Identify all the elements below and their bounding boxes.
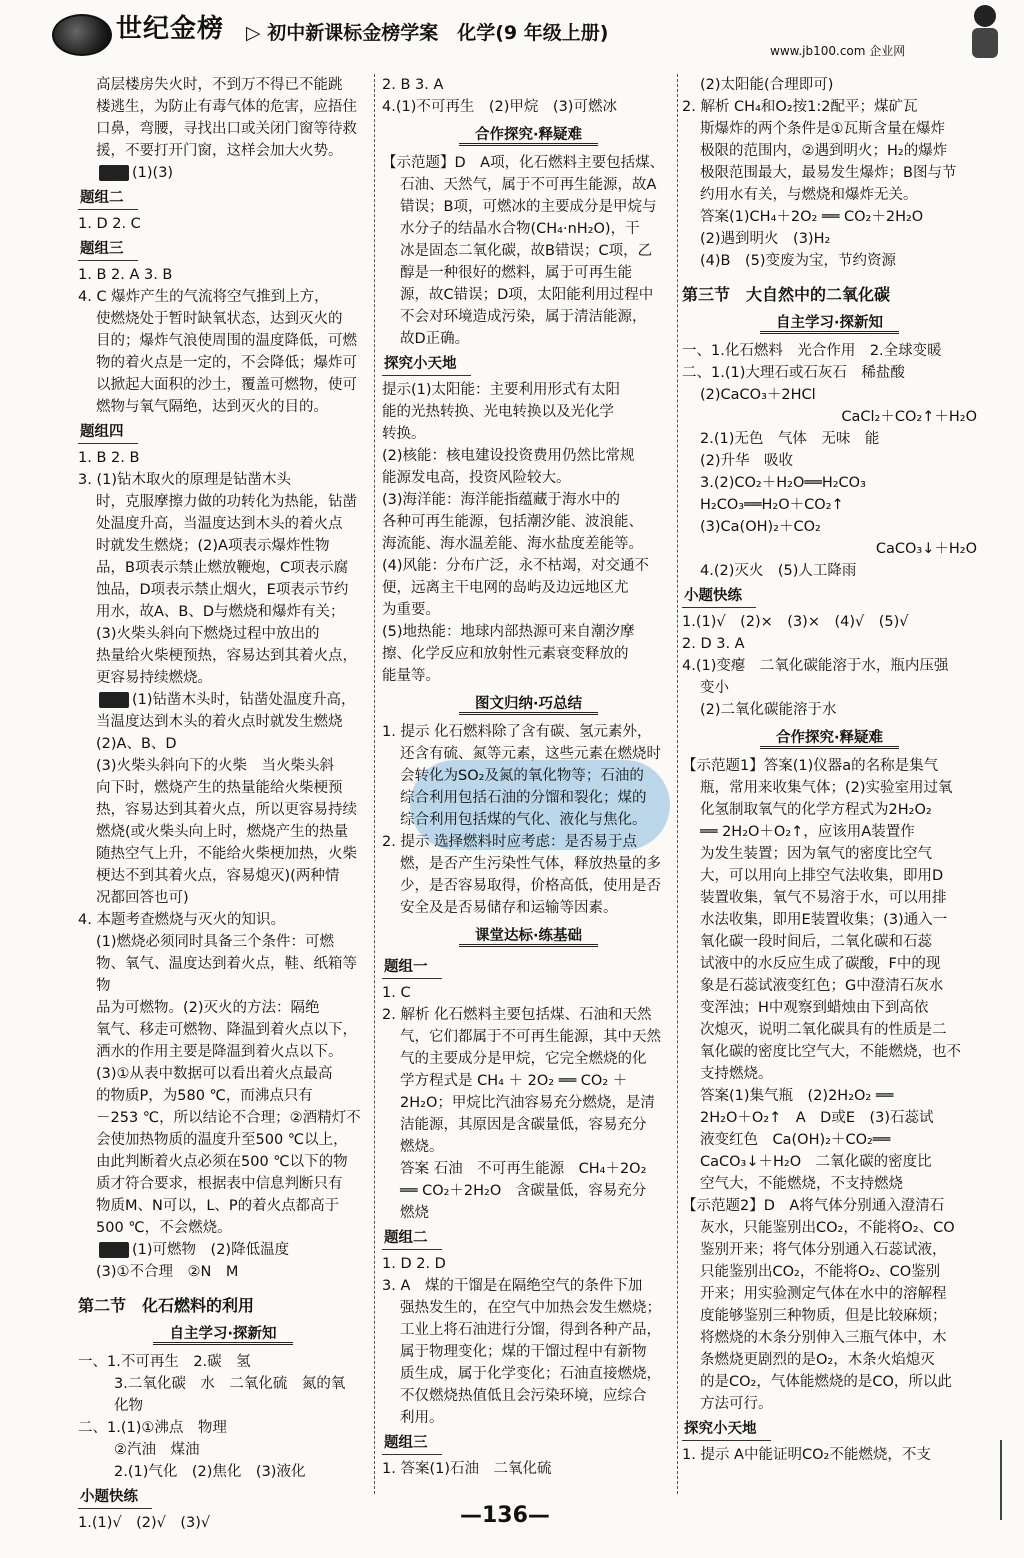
- text-line: 【示范题】D A项，化石燃料主要包括煤、: [382, 155, 665, 171]
- text-line: (4)风能：分布广泛，永不枯竭，对交通不: [382, 558, 650, 574]
- banner-heading: 自主学习·探新知: [682, 312, 977, 334]
- text-line: 质生成，属于化学变化；石油直接燃烧，: [400, 1366, 661, 1382]
- page-number: —136—: [460, 1503, 550, 1528]
- text-line: 高层楼房失火时，不到万不得已不能跳: [96, 77, 343, 93]
- text-line: 开来；用实验测定气体在水中的溶解程: [700, 1286, 947, 1302]
- text-line: 水分子的结晶水合物(CH₄·nH₂O)，干: [400, 221, 640, 237]
- banner-heading: 图文归纳·巧总结: [382, 693, 675, 715]
- group-heading: 小题快练: [682, 585, 756, 608]
- text-line: 的物质P，为580 ℃，而沸点只有: [96, 1088, 313, 1104]
- text-line: 500 ℃，不会燃烧。: [96, 1220, 232, 1236]
- answer-line: 答案 (1)(3): [78, 162, 368, 184]
- answer-line: 答案 (1)可燃物 (2)降低温度: [78, 1239, 368, 1261]
- text-line: 会转化为SO₂及氮的氧化物等；石油的: [400, 768, 644, 784]
- text-line: 擦、化学反应和放射性元素衰变释放的: [382, 646, 629, 662]
- text-line: 化物: [114, 1398, 143, 1414]
- text-line: 处温度升高，当温度达到木头的着火点: [96, 516, 343, 532]
- text-line: 空气大，不能燃烧，不支持燃烧: [700, 1176, 903, 1192]
- text-line: 会使加热物质的温度升至500 ℃以上，: [96, 1132, 348, 1148]
- text-line: 能的光热转换、光电转换以及光化学: [382, 404, 614, 420]
- text-line: 时就发生燃烧；(2)A项表示爆炸性物: [96, 538, 330, 554]
- text-line: 约用水有关，与燃烧和爆炸无关。: [700, 187, 918, 203]
- logo-text: 世纪金榜: [116, 14, 225, 44]
- text-line: (2)升华 吸收: [700, 453, 794, 469]
- text-line: 燃，是否产生污染性气体，释放热量的多: [400, 856, 661, 872]
- text-line: 次熄灭，说明二氧化碳具有的性质是二: [700, 1022, 947, 1038]
- section-title: 第三节 大自然中的二氧化碳: [682, 285, 891, 304]
- text-line: 燃烧(或火柴头向上时，燃烧产生的热量: [96, 824, 349, 840]
- group-heading: 探究小天地: [682, 1418, 771, 1441]
- text-line: 目的；爆炸气浪使周围的温度降低，可燃: [96, 333, 357, 349]
- text-line: 利用。: [400, 1410, 444, 1426]
- text-line: 大，可以用向上排空气法收集，即用D: [700, 868, 944, 884]
- text-line: 能量等。: [382, 668, 440, 684]
- text-line: 1. 答案(1)石油 二氧化硫: [382, 1461, 552, 1477]
- text-line: CaCl₂＋CO₂↑＋H₂O: [841, 409, 977, 425]
- page-header: [0, 0, 1024, 62]
- series-title: ▷ 初中新课标金榜学案 化学(9 年级上册): [246, 22, 609, 44]
- text-line: 口鼻，弯腰，寻找出口或关闭门窗等待救: [96, 121, 357, 137]
- text-line: 氧化碳的密度比空气大，不能燃烧，也不: [700, 1044, 961, 1060]
- text-line: 1. B 2. A 3. B: [78, 267, 173, 283]
- text-line: 变小: [700, 680, 729, 696]
- text-line: 极限的范围内，②遇到明火；H₂的爆炸: [700, 143, 948, 159]
- text-line: 品为可燃物。(2)灭火的方法：隔绝: [96, 1000, 320, 1016]
- text-line: ══ CO₂＋2H₂O 含碳量低，容易充分: [400, 1183, 647, 1199]
- text-line: 化氢制取氧气的化学方程式为2H₂O₂: [700, 802, 932, 818]
- text-line: 工业上将石油进行分馏，得到各种产品，: [400, 1322, 661, 1338]
- text-line: 源，故C错误；D项，太阳能利用过程中: [400, 287, 654, 303]
- text-line: 1. C: [382, 985, 411, 1001]
- text-line: 1. 提示 A中能证明CO₂不能燃烧，不支: [682, 1447, 931, 1463]
- text-line: 以掀起大面积的沙土，覆盖可燃物，使可: [96, 377, 357, 393]
- text-line: 2. D 3. A: [682, 636, 745, 652]
- text-line: 2.(1)气化 (2)焦化 (3)液化: [114, 1464, 306, 1480]
- text-line: 燃烧。: [400, 1139, 444, 1155]
- text-line: 况都回答也可): [96, 890, 189, 906]
- text-line: 洒水的作用主要是降温到着火点以下。: [96, 1044, 343, 1060]
- mascot-icon: [960, 2, 1010, 62]
- text-line: 安全及是否易储存和运输等因素。: [400, 900, 618, 916]
- text-line: 能源发电高，投资风险较大。: [382, 470, 571, 486]
- text-line: 答案(1)CH₄＋2O₂ ══ CO₂＋2H₂O: [700, 209, 924, 225]
- group-heading: 题组二: [382, 1227, 442, 1250]
- text-line: 醇是一种很好的燃料，属于可再生能: [400, 265, 632, 281]
- text-line: 4.(1)不可再生 (2)甲烷 (3)可燃冰: [382, 99, 617, 115]
- group-heading: 探究小天地: [382, 353, 471, 376]
- text-line: 转换。: [382, 426, 426, 442]
- text-line: (2)CaCO₃＋2HCl: [700, 387, 816, 403]
- text-line: 1. 提示 化石燃料除了含有碳、氢元素外，: [382, 724, 652, 740]
- text-line: (3)火柴头斜向下的火柴 当火柴头斜: [96, 758, 335, 774]
- text-line: 强热发生的，在空气中加热会发生燃烧；: [400, 1300, 661, 1316]
- text-line: 不会对环境造成污染，属于清洁能源，: [400, 309, 647, 325]
- text-line: 一、1.不可再生 2.碳 氢: [78, 1354, 251, 1370]
- text-line: 热，容易达到其着火点，所以更容易持续: [96, 802, 357, 818]
- text-line: 学方程式是 CH₄ ＋ 2O₂ ══ CO₂ ＋: [400, 1073, 628, 1089]
- text-line: 方法可行。: [700, 1396, 773, 1412]
- group-heading: 小题快练: [78, 1486, 152, 1509]
- text-line: 瓶，常用来收集气体；(2)实验室用过氧: [700, 780, 953, 796]
- text-line: 试液中的水反应生成了碳酸，F中的现: [700, 956, 941, 972]
- text-line: 1. D 2. C: [78, 216, 141, 232]
- text-line: 洁能源，其原因是含碳量低，容易充分: [400, 1117, 647, 1133]
- text-line: 氧化碳一段时间后，二氧化碳和石蕊: [700, 934, 932, 950]
- text-line: 气，它们都属于不可再生能源，其中天然: [400, 1029, 661, 1045]
- group-heading: 题组一: [382, 956, 442, 979]
- answer-tag: 答案: [99, 692, 129, 708]
- text-line: 少，是否容易取得，价格高低，使用是否: [400, 878, 661, 894]
- logo-globe-icon: [52, 14, 112, 56]
- text-line: －253 ℃，所以结论不合理；②酒精灯不: [96, 1110, 361, 1126]
- text-line: 4. 本题考查燃烧与灭火的知识。: [78, 912, 285, 928]
- text-line: CaCO₃↓＋H₂O 二氧化碳的密度比: [700, 1154, 932, 1170]
- text-line: 楼逃生，为防止有毒气体的危害，应捂住: [96, 99, 357, 115]
- text-line: 热量给火柴梗预热，容易达到其着火点，: [96, 648, 357, 664]
- text-line: 的是CO₂，气体能燃烧的是CO，所以此: [700, 1374, 952, 1390]
- text-line: 2. 解析 CH₄和O₂按1:2配平；煤矿瓦: [682, 99, 918, 115]
- text-line: 随热空气上升，不能给火柴梗加热，火柴: [96, 846, 357, 862]
- text-line: (2)太阳能(合理即可): [700, 77, 834, 93]
- text-line: 燃烧: [400, 1205, 429, 1221]
- column-divider: [677, 74, 678, 1494]
- text-line: 综合利用包括煤的气化、液化与焦化。: [400, 812, 647, 828]
- text-line: 属于物理变化；煤的干馏过程中有新物: [400, 1344, 647, 1360]
- text-line: 灰水，只能鉴别出CO₂，不能将O₂、CO: [700, 1220, 955, 1236]
- text-line: (2)核能：核电建设投资费用仍然比常规: [382, 448, 635, 464]
- banner-heading: 合作探究·释疑难: [682, 727, 977, 749]
- text-line: (2)二氧化碳能溶于水: [700, 702, 837, 718]
- text-line: 将燃烧的木条分别伸入三瓶气体中，木: [700, 1330, 947, 1346]
- text-line: 2. 解析 化石燃料主要包括煤、石油和天然: [382, 1007, 652, 1023]
- text-line: 质才符合要求，根据表中信息判断只有: [96, 1176, 343, 1192]
- text-line: 一、1.化石燃料 光合作用 2.全球变暖: [682, 343, 942, 359]
- answer-tag: 答案: [99, 165, 129, 181]
- text-line: 各种可再生能源，包括潮汐能、波浪能、: [382, 514, 643, 530]
- text-line: ══ 2H₂O＋O₂↑，应该用A装置作: [700, 824, 915, 840]
- text-line: 极限范围最大，最易发生爆炸；B图与节: [700, 165, 957, 181]
- banner-heading: 自主学习·探新知: [78, 1323, 368, 1345]
- text-line: 象是石蕊试液变红色；G中澄清石灰水: [700, 978, 944, 994]
- text-line: 答案(1)集气瓶 (2)2H₂O₂ ══: [700, 1088, 894, 1104]
- text-line: (3)海洋能：海洋能指蕴藏于海水中的: [382, 492, 621, 508]
- text-line: 品，B项表示禁止燃放鞭炮，C项表示腐: [96, 560, 349, 576]
- text-line: 物、氧气、温度达到着火点，鞋、纸箱等物: [96, 956, 357, 994]
- text-line: 2.(1)无色 气体 无味 能: [700, 431, 880, 447]
- text-line: 二、1.(1)大理石或石灰石 稀盐酸: [682, 365, 905, 381]
- text-line: 冰是固态二氧化碳，故B错误；C项，乙: [400, 243, 653, 259]
- text-line: 2H₂O＋O₂↑ A D或E (3)石蕊试: [700, 1110, 934, 1126]
- text-line: 由此判断着火点必须在500 ℃以下的物: [96, 1154, 348, 1170]
- text-line: (1)燃烧必须同时具备三个条件：可燃: [96, 934, 335, 950]
- text-line: 氧气、移走可燃物、降温到着火点以下，: [96, 1022, 357, 1038]
- column-3: [682, 74, 977, 1466]
- text-line: 答案 石油 不可再生能源 CH₄＋2O₂: [400, 1161, 647, 1177]
- text-line: 梗达不到其着火点，容易熄灭)(两种情: [96, 868, 340, 884]
- text-line: (4)B (5)变废为宝，节约资源: [700, 253, 897, 269]
- text-line: 1. B 2. B: [78, 450, 140, 466]
- text-line: 气的主要成分是甲烷，它完全燃烧的化: [400, 1051, 647, 1067]
- text-line: 使燃烧处于暂时缺氧状态，达到灭火的: [96, 311, 343, 327]
- text-line: 3.二氧化碳 水 二氧化硫 氮的氧: [114, 1376, 346, 1392]
- text-line: 援，不要打开门窗，这样会加大火势。: [96, 143, 343, 159]
- text-line: 3. A 煤的干馏是在隔绝空气的条件下加: [382, 1278, 643, 1294]
- text-line: (3)①不合理 ②N M: [96, 1264, 239, 1280]
- text-line: 提示(1)太阳能：主要利用形式有太阳: [382, 382, 621, 398]
- text-line: 【示范题2】D A将气体分别通入澄清石: [682, 1198, 945, 1214]
- banner-heading: 合作探究·释疑难: [382, 124, 675, 146]
- answer-line: 答案 (1)钻凿木头时，钻凿处温度升高，: [78, 689, 368, 711]
- text-line: H₂CO₃══H₂O＋CO₂↑: [700, 497, 844, 513]
- text-line: (5)地热能：地球内部热源可来自潮汐摩: [382, 624, 635, 640]
- group-heading: 题组二: [78, 187, 138, 210]
- text-line: 2. B 3. A: [382, 77, 444, 93]
- group-heading: 题组三: [78, 238, 138, 261]
- text-line: (3)Ca(OH)₂＋CO₂: [700, 519, 821, 535]
- text-line: 便，远离主干电网的岛屿及边远地区尤: [382, 580, 629, 596]
- answer-tag: 答案: [99, 1242, 129, 1258]
- text-line: 当温度达到木头的着火点时就发生燃烧: [96, 714, 343, 730]
- text-line: 用水，故A、B、D与燃烧和爆炸有关；: [96, 604, 345, 620]
- text-line: 鉴别开来；将气体分别通入石蕊试液，: [700, 1242, 947, 1258]
- text-line: 2H₂O；甲烷比汽油容易充分燃烧，是清: [400, 1095, 655, 1111]
- text-line: 支持燃烧。: [700, 1066, 773, 1082]
- column-2: [382, 74, 675, 1480]
- text-line: (3)火柴头斜向下燃烧过程中放出的: [96, 626, 320, 642]
- section-title: 第二节 化石燃料的利用: [78, 1296, 255, 1315]
- group-heading: 题组三: [382, 1432, 442, 1455]
- text-line: 4.(2)灭火 (5)人工降雨: [700, 563, 857, 579]
- text-line: 为重要。: [382, 602, 440, 618]
- text-line: 水法收集，即用E装置收集；(3)通入一: [700, 912, 948, 928]
- text-line: (3)①从表中数据可以看出着火点最高: [96, 1066, 333, 1082]
- text-line: 时，克服摩擦力做的功转化为热能，钻凿: [96, 494, 357, 510]
- text-line: 4. C 爆炸产生的气流将空气推到上方，: [78, 289, 329, 305]
- text-line: 故D正确。: [400, 331, 470, 347]
- text-line: 2. 提示 选择燃料时应考虑：是否易于点: [382, 834, 638, 850]
- text-line: 1. D 2. D: [382, 1256, 446, 1272]
- text-line: 只能鉴别出CO₂，不能将O₂、CO鉴别: [700, 1264, 941, 1280]
- text-line: 度能够鉴别三种物质，但是比较麻烦；: [700, 1308, 947, 1324]
- text-line: 石油、天然气，属于不可再生能源，故A: [400, 177, 657, 193]
- text-line: 不仅燃烧热值低且会污染环境，应综合: [400, 1388, 647, 1404]
- text-line: 条燃烧更剧烈的是O₂，木条火焰熄灭: [700, 1352, 935, 1368]
- margin-mark: [1000, 1440, 1002, 1520]
- text-line: 1.(1)√ (2)× (3)× (4)√ (5)√: [682, 614, 909, 630]
- text-line: 为发生装置；因为氧气的密度比空气: [700, 846, 932, 862]
- text-line: 液变红色 Ca(OH)₂＋CO₂══: [700, 1132, 891, 1148]
- text-line: (2)遇到明火 (3)H₂: [700, 231, 831, 247]
- text-line: 综合利用包括石油的分馏和裂化；煤的: [400, 790, 647, 806]
- text-line: 装置收集，氧气不易溶于水，可以用排: [700, 890, 947, 906]
- text-line: (2)A、B、D: [96, 736, 177, 752]
- text-line: 向下时，燃烧产生的热量能给火柴梗预: [96, 780, 343, 796]
- text-line: 物的着火点是一定的，不会降低；爆炸可: [96, 355, 357, 371]
- banner-heading: 课堂达标·练基础: [382, 925, 675, 947]
- text-line: 【示范题1】答案(1)仪器a的名称是集气: [682, 758, 939, 774]
- text-line: 蚀品，D项表示禁止烟火，E项表示节约: [96, 582, 349, 598]
- text-line: ②汽油 煤油: [114, 1442, 200, 1458]
- text-line: 错误；B项，可燃冰的主要成分是甲烷与: [400, 199, 657, 215]
- group-heading: 题组四: [78, 421, 138, 444]
- site-url: www.jb100.com 企业网: [770, 44, 906, 58]
- column-divider: [374, 74, 375, 1494]
- column-1: [78, 74, 368, 1534]
- text-line: CaCO₃↓＋H₂O: [875, 541, 977, 557]
- text-line: 还含有硫、氮等元素，这些元素在燃烧时: [400, 746, 661, 762]
- text-line: 物质M、N可以，L、P的着火点都高于: [96, 1198, 340, 1214]
- text-line: 变浑浊；H中观察到蜡烛由下到高依: [700, 1000, 929, 1016]
- text-line: 二、1.(1)①沸点 物理: [78, 1420, 227, 1436]
- text-line: 4.(1)变瘪 二氧化碳能溶于水，瓶内压强: [682, 658, 949, 674]
- text-line: 3. (1)钻木取火的原理是钻凿木头: [78, 472, 291, 488]
- text-line: 1.(1)√ (2)√ (3)√: [78, 1515, 211, 1531]
- text-line: 斯爆炸的两个条件是①瓦斯含量在爆炸: [700, 121, 945, 137]
- text-line: 燃物与氧气隔绝，达到灭火的目的。: [96, 399, 328, 415]
- text-line: 更容易持续燃烧。: [96, 670, 212, 686]
- text-line: 3.(2)CO₂＋H₂O══H₂CO₃: [700, 475, 866, 491]
- text-line: 海流能、海水温差能、海水盐度差能等。: [382, 536, 643, 552]
